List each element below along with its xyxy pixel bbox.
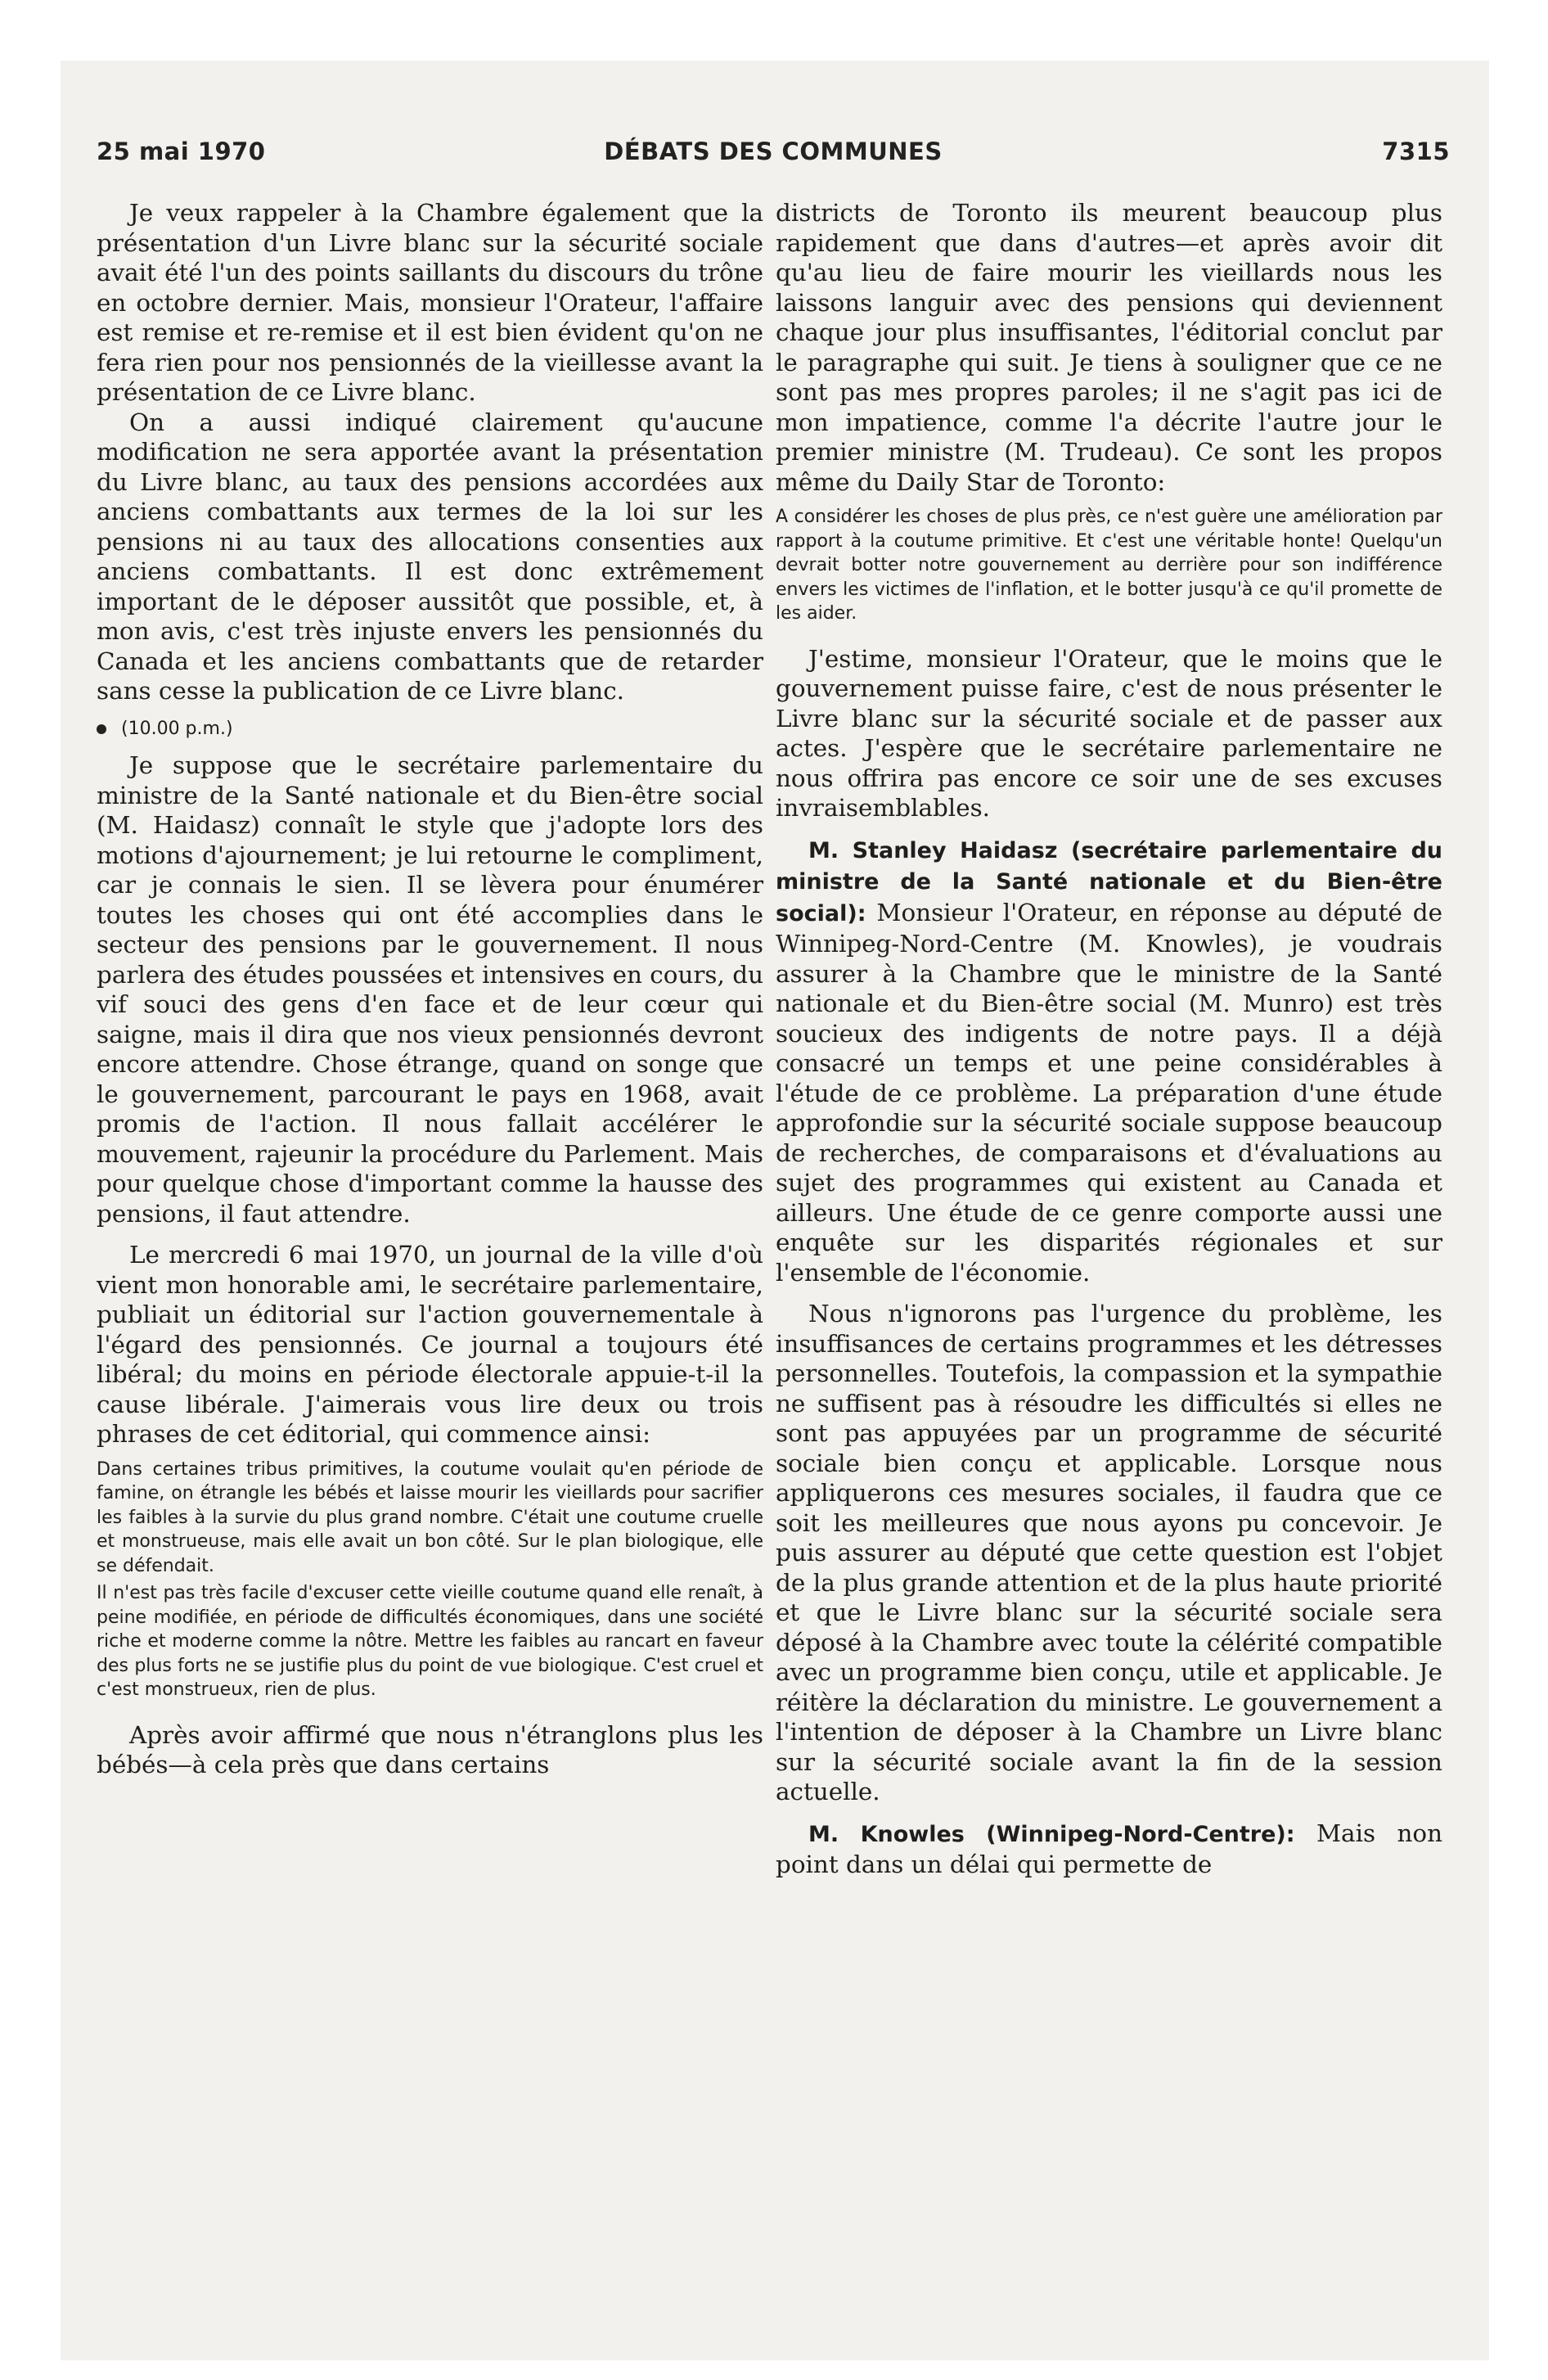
editorial-quote [97,1458,763,1702]
paragraph: Le mercredi 6 mai 1970, un journal de la ville d'où vient mon honorable ami, le secrétaire parlementaire, publiait un éditorial sur l'action gouvernementale à l'égard des pensionnés. Ce journal a toujours été libéral; du moins en période électorale appuie-t-il la cause libérale. J'aimerais vous lire deux ou trois phrases de cet éditorial, qui commence ainsi: [97,1241,763,1448]
timestamp-text: (10.00 p.m.) [121,718,233,739]
left-column [97,198,763,1780]
speech [776,1819,1442,1880]
paragraph: Après avoir affirmé que nous n'étranglons plus les bébés—à cela près que dans certains [97,1720,763,1778]
paragraph: On a aussi indiqué clairement qu'aucune modification ne sera apportée avant la présentation du Livre blanc, au taux des pensions accordées aux anciens combattants aux termes de la loi sur les pensions ni au taux des allocations consenties aux anciens combattants. Il est donc extrêmement important de le déposer aussitôt que possible, et, à mon avis, c'est très injuste envers les pensionnés du Canada et les anciens combattants que de retarder sans cesse la publication de ce Livre blanc. [97,408,763,705]
paragraph: Je suppose que le secrétaire parlementaire du ministre de la Santé nationale et du Bien-être social (M. Haidasz) connaît le style que j'adopte lors des motions d'ajournement; je lui retourne le compliment, car je connais le sien. Il se lèvera pour énumérer toutes les choses qui ont été accomplies dans le secteur des pensions par le gouvernement. Il nous parlera des études poussées et intensives en cours, du vif souci des gens d'en face et de leur cœur qui saigne, mais il dira que nos vieux pensionnés devront encore attendre. Chose étrange, quand on songe que le gouvernement, parcourant le pays en 1968, avait promis de l'action. Il nous fallait accélérer le mouvement, rajeunir la procédure du Parlement. Mais pour quelque chose d'important comme la hausse des pensions, il faut attendre. [97,751,763,1228]
quote-paragraph: Il n'est pas très facile d'excuser cette vieille coutume quand elle renaît, à peine modifiée, en période de difficultés économiques, dans une société riche et moderne comme la nôtre. Mettre les faibles au rancart en faveur des plus forts ne se justifie plus du point de vue biologique. C'est cruel et c'est monstrueux, rien de plus. [97,1583,763,1700]
speaker-name: M. Knowles (Winnipeg-Nord-Centre): [808,1821,1295,1847]
paragraph: Nous n'ignorons pas l'urgence du problème, les insuffisances de certains programmes et les détresses personnelles. Toutefois, la compassion et la sympathie ne suffisent pas à résoudre les difficultés si elles ne sont pas appuyées par un programme de sécurité sociale bien conçu et applicable. Lorsque nous appliquerons ces mesures sociales, il faudra que ce soit les meilleures que nous ayons pu concevoir. Je puis assurer au député que cette question est l'objet de la plus grande attention et de la plus haute priorité et que le Livre blanc sur la sécurité sociale sera déposé à la Chambre avec toute la célérité compatible avec un programme bien conçu, utile et applicable. Je réitère la déclaration du ministre. Le gouvernement a l'intention de déposer à la Chambre un Livre blanc sur la sécurité sociale avant la fin de la session actuelle. [776,1300,1442,1805]
header-date: 25 mai 1970 [97,137,266,165]
page-header [97,137,1450,180]
timestamp [97,714,763,745]
editorial-quote [776,505,1442,626]
quote-paragraph: A considérer les choses de plus près, ce n'est guère une amélioration par rapport à la coutume primitive. Et c'est une véritable honte! Quelqu'un devrait botter notre gouvernement au derrière pour son indifférence envers les victimes de l'inflation, et le botter jusqu'à ce qu'il promette de les aider. [776,507,1442,624]
paragraph: Je veux rappeler à la Chambre également que la présentation d'un Livre blanc sur la sécurité sociale avait été l'un des points saillants du discours du trône en octobre dernier. Mais, monsieur l'Orateur, l'affaire est remise et re-remise et il est bien évident qu'on ne fera rien pour nos pensionnés de la vieillesse avant la présentation de ce Livre blanc. [97,199,763,406]
speech-text: Mais non point dans un délai qui permette de [776,1819,1442,1878]
right-column [776,198,1442,1880]
paragraph: districts de Toronto ils meurent beaucoup plus rapidement que dans d'autres—et après avoir dit qu'au lieu de faire mourir les vieillards nous les laissons languir avec des pensions qui deviennent chaque jour plus insuffisantes, l'éditorial conclut par le paragraphe qui suit. Je tiens à souligner que ce ne sont pas mes propres paroles; il ne s'agit pas ici de mon impatience, comme l'a décrite l'autre jour le premier ministre (M. Trudeau). Ce sont les propos même du Daily Star de Toronto: [776,199,1442,496]
paragraph: J'estime, monsieur l'Orateur, que le moins que le gouvernement puisse faire, c'est de nous présenter le Livre blanc sur la sécurité sociale et de passer aux actes. J'espère que le secrétaire parlementaire ne nous offrira pas encore ce soir une de ses excuses invraisemblables. [776,644,1442,822]
speaker-name: M. Stanley Haidasz (secrétaire parlementaire du ministre de la Santé nationale et du Bien-être social): [776,837,1442,926]
bullet-icon [97,724,106,734]
quote-paragraph: Dans certaines tribus primitives, la coutume voulait qu'en période de famine, on étrangle les bébés et laisse mourir les vieillards pour sacrifier les faibles à la survie du plus grand nombre. C'était une coutume cruelle et monstrueuse, mais elle avait un bon côté. Sur le plan biologique, elle se défendait. [97,1458,763,1576]
header-title: DÉBATS DES COMMUNES [604,137,943,165]
speech-text: Monsieur l'Orateur, en réponse au député de Winnipeg-Nord-Centre (M. Knowles), je voudrais assurer à la Chambre que le ministre de la Santé nationale et du Bien-être social (M. Munro) est très soucieux des indigents de notre pays. Il a déjà consacré un temps et une peine considérables à l'étude de ce problème. La préparation d'une étude approfondie sur la sécurité sociale suppose beaucoup de recherches, de comparaisons et d'évaluations au sujet des programmes qui existent au Canada et ailleurs. Une étude de ce genre comporte aussi une enquête sur les disparités régionales et sur l'ensemble de l'économie. [776,898,1442,1287]
newspaper-page [61,61,1489,2360]
page-number: 7315 [1382,137,1450,165]
speech [776,835,1442,1288]
